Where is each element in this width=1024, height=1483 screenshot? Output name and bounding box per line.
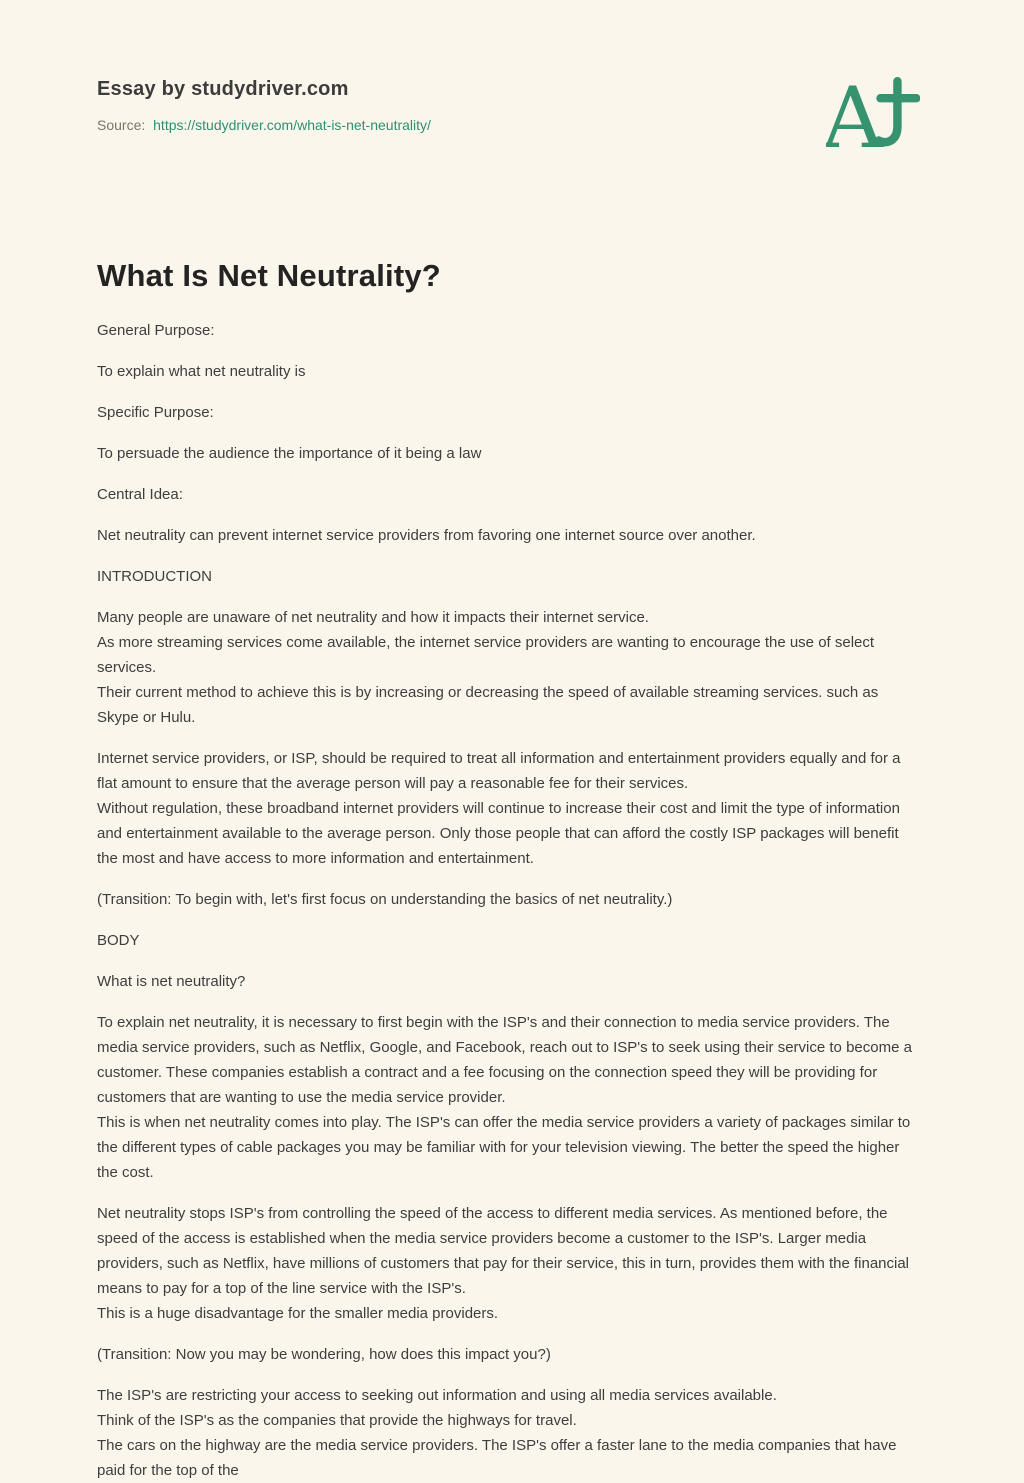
studydriver-logo xyxy=(826,70,920,164)
paragraph: Internet service providers, or ISP, should be required to treat all information and entertainment providers equally and for a flat amount to ensure that the average person will pay a reasonable fee for their services. Without regulation, these broadband internet providers will continue to increase their cost and limit the type of information and entertainment available to the average person. Only those people that can afford the costly ISP packages will benefit the most and have access to more information and entertainment. xyxy=(97,750,901,867)
source-url-link[interactable]: https://studydriver.com/what-is-net-neutrality/ xyxy=(153,117,431,133)
paragraph: General Purpose: xyxy=(97,322,215,339)
essay-byline: Essay by studydriver.com xyxy=(97,78,349,100)
header-text xyxy=(97,78,431,133)
paragraph: (Transition: Now you may be wondering, how does this impact you?) xyxy=(97,1346,551,1363)
paragraph: The ISP's are restricting your access to seeking out information and using all media services available. Think of the ISP's as the companies that provide the highways for travel. The cars on the highway are the media service providers. The ISP's offer a faster lane to the media companies that have paid for the top of the xyxy=(97,1387,897,1479)
essay-title: What Is Net Neutrality? xyxy=(97,258,441,293)
source-line xyxy=(97,117,431,133)
source-label: Source: xyxy=(97,117,146,133)
paragraph: Net neutrality can prevent internet service providers from favoring one internet source over another. xyxy=(97,527,756,544)
studydriver-logo-icon xyxy=(826,70,920,164)
article-body xyxy=(97,318,920,1483)
paragraph: INTRODUCTION xyxy=(97,568,212,585)
paragraph: To explain what net neutrality is xyxy=(97,363,306,380)
essay-article xyxy=(97,258,920,1483)
paragraph: Many people are unaware of net neutrality and how it impacts their internet service. As more streaming services come available, the internet service providers are wanting to encourage the use of select services. Their current method to achieve this is by increasing or decreasing the speed of available streaming services. such as Skype or Hulu. xyxy=(97,609,879,726)
paragraph: To explain net neutrality, it is necessary to first begin with the ISP's and their connection to media service providers. The media service providers, such as Netflix, Google, and Facebook, reach out to ISP's to seek using their service to become a customer. These companies establish a contract and a fee focusing on the connection speed they will be providing for customers that are wanting to use the media service provider. This is when net neutrality comes into play. The ISP's can offer the media service providers a variety of packages similar to the different types of cable packages you may be familiar with for your television viewing. The better the speed the higher the cost. xyxy=(97,1014,912,1181)
paragraph: Net neutrality stops ISP's from controlling the speed of the access to different media services. As mentioned before, the speed of the access is established when the media service providers become a customer to the ISP's. Larger media providers, such as Netflix, have millions of customers that pay for their service, this in turn, provides them with the financial means to pay for a top of the line service with the ISP's. This is a huge disadvantage for the smaller media providers. xyxy=(97,1205,910,1322)
paragraph: What is net neutrality? xyxy=(97,973,246,990)
paragraph: Specific Purpose: xyxy=(97,404,214,421)
page-header xyxy=(97,70,920,164)
svg-text:A: A xyxy=(826,70,884,164)
paragraph: Central Idea: xyxy=(97,486,183,503)
paragraph: To persuade the audience the importance of it being a law xyxy=(97,445,482,462)
paragraph: BODY xyxy=(97,932,140,949)
paragraph: (Transition: To begin with, let's first focus on understanding the basics of net neutrality.) xyxy=(97,891,673,908)
